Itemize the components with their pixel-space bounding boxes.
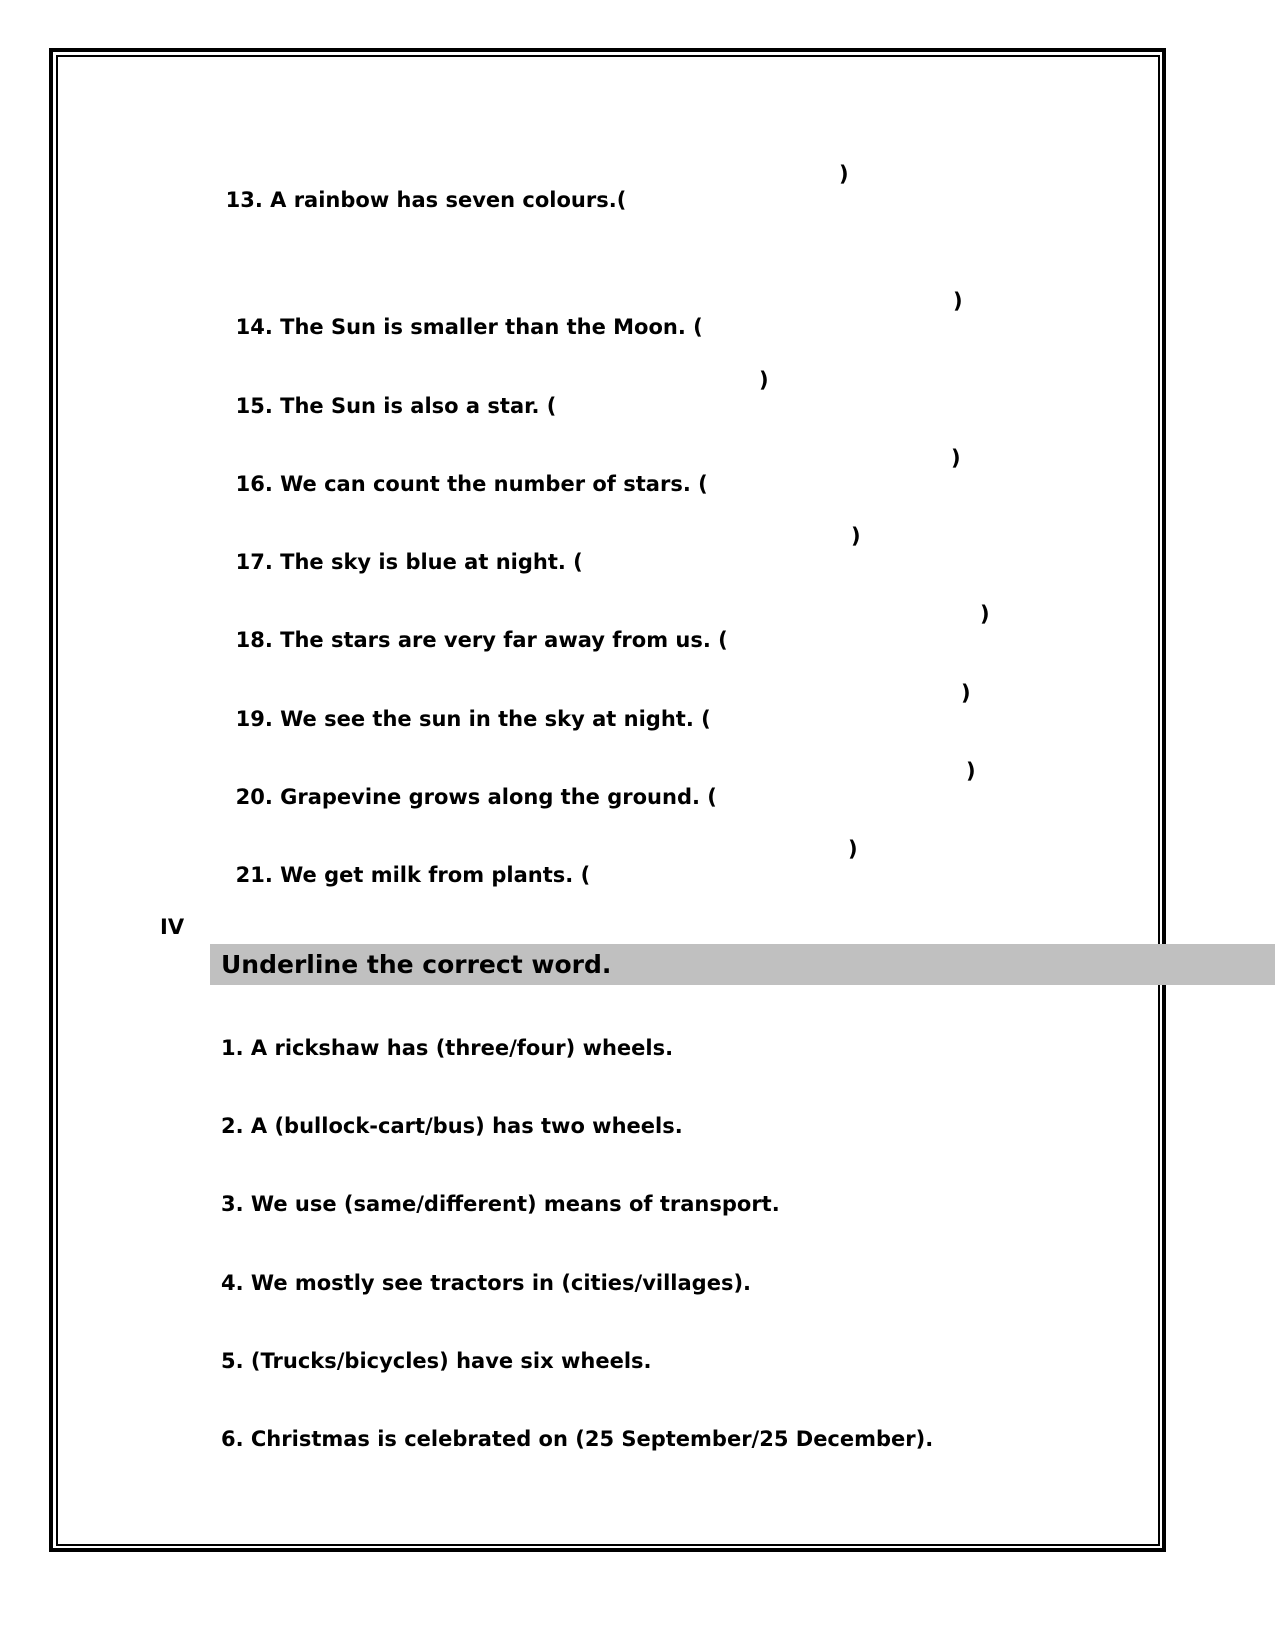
tf-item-16 [221,445,961,523]
tf-answer-close: ) [839,162,849,186]
tf-item-18 [221,601,990,679]
tf-item-text: 21. We get milk from plants. ( [235,863,591,887]
section-number: IV [160,915,185,939]
underline-item-1: 1. A rickshaw has (three/four) wheels. [221,1036,674,1060]
tf-item-21 [221,836,858,914]
tf-item-text: 20. Grapevine grows along the ground. ( [235,785,717,809]
section-heading-banner [210,944,1275,985]
underline-item-2: 2. A (bullock-cart/bus) has two wheels. [221,1114,683,1138]
tf-answer-close: ) [759,368,769,392]
tf-item-text: 19. We see the sun in the sky at night. ( [235,707,711,731]
tf-item-text: 18. The stars are very far away from us. ( [235,628,728,652]
tf-item-text: 14. The Sun is smaller than the Moon. ( [235,315,703,339]
tf-item-20 [221,758,976,836]
section-heading: Underline the correct word. [221,950,612,979]
tf-answer-close: ) [961,681,971,705]
tf-answer-close: ) [851,524,861,548]
tf-answer-close: ) [980,602,990,626]
tf-item-13 [211,161,849,239]
underline-item-6: 6. Christmas is celebrated on (25 September/25 December). [221,1427,934,1451]
tf-answer-close: ) [848,837,858,861]
tf-item-text: 15. The Sun is also a star. ( [235,394,557,418]
tf-answer-close: ) [966,759,976,783]
tf-item-19 [221,680,971,758]
tf-answer-close: ) [953,289,963,313]
underline-item-3: 3. We use (same/different) means of transport. [221,1192,780,1216]
tf-item-17 [221,523,861,601]
tf-item-text: 17. The sky is blue at night. ( [235,550,583,574]
tf-item-15 [221,367,769,445]
underline-item-5: 5. (Trucks/bicycles) have six wheels. [221,1349,652,1373]
tf-item-text: 16. We can count the number of stars. ( [235,472,708,496]
tf-answer-close: ) [951,446,961,470]
tf-item-14 [221,288,963,366]
underline-item-4: 4. We mostly see tractors in (cities/villages). [221,1271,752,1295]
tf-item-text: 13. A rainbow has seven colours.( [225,188,627,212]
